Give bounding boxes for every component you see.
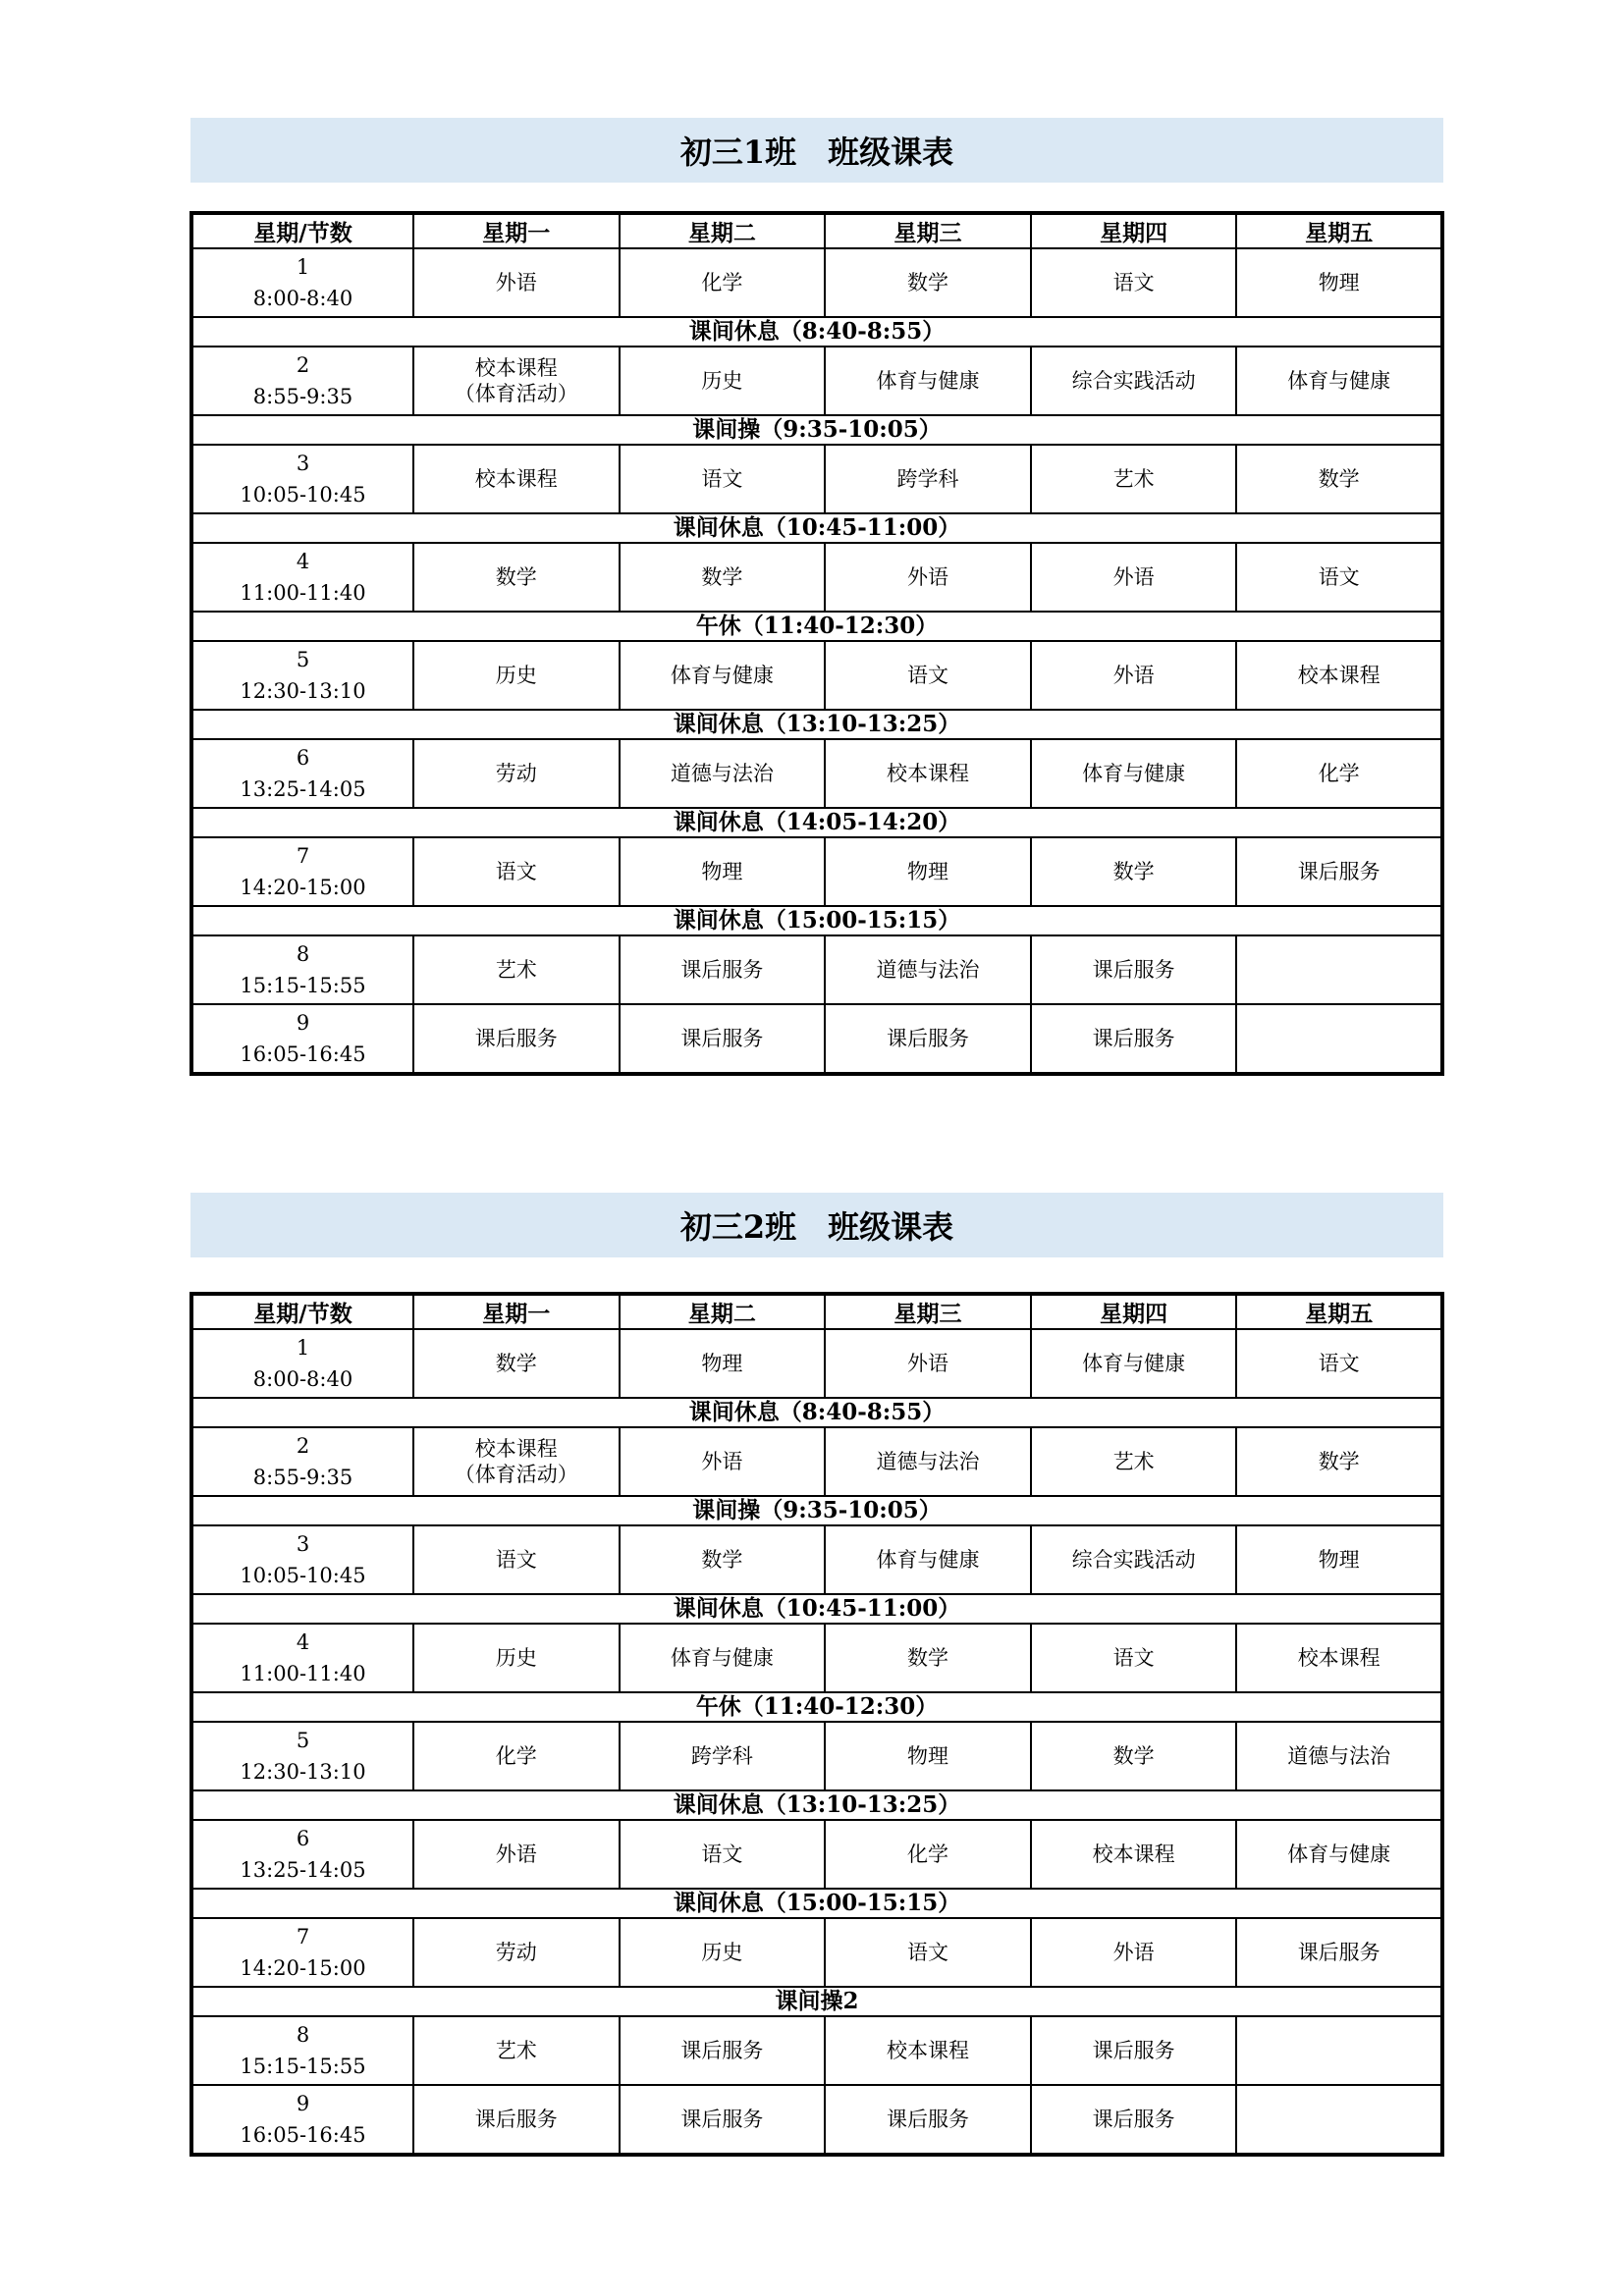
period-time: 10:05-10:45 — [240, 1564, 366, 1587]
subject-cell — [825, 347, 1031, 415]
header-day-5: 星期五 — [1236, 1294, 1442, 1329]
subject-cell — [1236, 641, 1442, 710]
break-label: 课间休息（14:05-14:20） — [191, 808, 1442, 837]
subject-cell — [413, 1329, 620, 1398]
subject-cell — [825, 1525, 1031, 1594]
period-cell — [191, 347, 413, 415]
subject-label: 语文 — [495, 1548, 537, 1572]
subject-cell — [1236, 837, 1442, 906]
period-number: 9 — [296, 1011, 310, 1035]
period-number: 3 — [296, 452, 310, 475]
break-label: 午休（11:40-12:30） — [191, 612, 1442, 641]
subject-cell — [413, 2016, 620, 2085]
subject-cell — [413, 1820, 620, 1889]
subject-label: 课后服务 — [1297, 1941, 1380, 1964]
subject-label: 语文 — [701, 1842, 743, 1866]
subject-cell — [413, 1918, 620, 1987]
schedule-1-title: 初三1班 班级课表 — [190, 118, 1443, 183]
period-cell — [191, 543, 413, 612]
subject-cell — [620, 445, 826, 513]
break-row — [191, 1790, 1442, 1820]
subject-label: 体育与健康 — [876, 1548, 980, 1572]
subject-cell — [1031, 1329, 1237, 1398]
subject-label: 体育与健康 — [1287, 369, 1391, 393]
subject-cell — [825, 543, 1031, 612]
period-number: 4 — [296, 550, 310, 573]
subject-cell — [620, 1525, 826, 1594]
subject-label: 体育与健康 — [1287, 1842, 1391, 1866]
subject-cell — [825, 935, 1031, 1004]
subject-cell — [825, 248, 1031, 317]
period-cell — [191, 2085, 413, 2155]
subject-label: 化学 — [1318, 762, 1360, 785]
subject-label: 数学 — [701, 565, 743, 589]
break-label: 课间休息（15:00-15:15） — [191, 1889, 1442, 1918]
subject-cell — [620, 543, 826, 612]
period-number: 1 — [296, 255, 310, 279]
break-row — [191, 317, 1442, 347]
subject-label: 体育与健康 — [1082, 1352, 1186, 1375]
subject-label: 课后服务 — [680, 1027, 764, 1050]
subject-label: 化学 — [701, 271, 743, 294]
period-time: 8:55-9:35 — [252, 385, 353, 408]
break-row — [191, 1692, 1442, 1722]
period-cell — [191, 1329, 413, 1398]
break-row — [191, 1987, 1442, 2016]
subject-label: 语文 — [1112, 1646, 1155, 1670]
break-label: 课间操2 — [191, 1987, 1442, 2016]
period-number: 8 — [296, 942, 310, 966]
break-label: 课间操（9:35-10:05） — [191, 1496, 1442, 1525]
subject-label: 语文 — [495, 860, 537, 883]
header-period-col: 星期/节数 — [191, 213, 413, 248]
period-cell — [191, 248, 413, 317]
schedule-2-table — [189, 1292, 1444, 2157]
subject-label: 课后服务 — [474, 2108, 558, 2131]
subject-cell — [1236, 248, 1442, 317]
subject-label: 数学 — [906, 1646, 948, 1670]
period-row — [191, 1329, 1442, 1398]
period-time: 8:00-8:40 — [252, 287, 353, 310]
subject-label: 艺术 — [495, 958, 537, 982]
subject-cell — [620, 2085, 826, 2155]
subject-cell — [1236, 1820, 1442, 1889]
break-label: 课间休息（8:40-8:55） — [191, 317, 1442, 347]
subject-cell — [1236, 2085, 1442, 2155]
subject-label: 课后服务 — [680, 958, 764, 982]
subject-cell — [413, 248, 620, 317]
subject-cell — [413, 1525, 620, 1594]
period-time: 16:05-16:45 — [240, 1042, 366, 1066]
subject-label: 校本课程 — [1297, 664, 1380, 687]
subject-label: 外语 — [906, 1352, 948, 1375]
subject-label: 化学 — [495, 1744, 537, 1768]
period-time: 15:15-15:55 — [240, 2055, 366, 2078]
header-day-3: 星期三 — [825, 1294, 1031, 1329]
subject-cell — [620, 641, 826, 710]
subject-cell — [825, 1918, 1031, 1987]
subject-label: 外语 — [495, 271, 537, 294]
period-row — [191, 935, 1442, 1004]
subject-cell — [1236, 2016, 1442, 2085]
subject-cell — [825, 445, 1031, 513]
break-row — [191, 415, 1442, 445]
header-day-3: 星期三 — [825, 213, 1031, 248]
subject-label: 物理 — [701, 1352, 743, 1375]
subject-label: 课后服务 — [886, 1027, 969, 1050]
header-row — [191, 1294, 1442, 1329]
header-day-2: 星期二 — [620, 1294, 826, 1329]
subject-cell — [1031, 2016, 1237, 2085]
subject-label: 课后服务 — [474, 1027, 558, 1050]
subject-label: 校本课程 — [886, 762, 969, 785]
subject-label: 体育与健康 — [1082, 762, 1186, 785]
subject-label: 课后服务 — [1092, 2108, 1175, 2131]
subject-cell — [1031, 445, 1237, 513]
period-cell — [191, 1820, 413, 1889]
subject-label: 校本课程 — [474, 467, 558, 491]
subject-cell — [620, 1624, 826, 1692]
break-row — [191, 513, 1442, 543]
subject-cell — [413, 1624, 620, 1692]
period-cell — [191, 2016, 413, 2085]
period-number: 6 — [296, 1827, 310, 1850]
subject-cell — [825, 1329, 1031, 1398]
break-row — [191, 612, 1442, 641]
subject-label: 道德与法治 — [876, 1450, 980, 1473]
subject-label: 外语 — [1112, 1941, 1155, 1964]
subject-label: 历史 — [495, 664, 537, 687]
period-time: 11:00-11:40 — [240, 581, 366, 605]
break-row — [191, 710, 1442, 739]
subject-label: 语文 — [906, 664, 948, 687]
period-row — [191, 1004, 1442, 1074]
period-time: 14:20-15:00 — [240, 876, 366, 899]
subject-label: 数学 — [1318, 1450, 1360, 1473]
break-label: 课间休息（15:00-15:15） — [191, 906, 1442, 935]
subject-cell — [620, 837, 826, 906]
subject-cell — [1236, 543, 1442, 612]
period-row — [191, 1525, 1442, 1594]
subject-cell — [413, 347, 620, 415]
period-number: 9 — [296, 2092, 310, 2115]
subject-label: 跨学科 — [690, 1744, 753, 1768]
subject-cell — [1236, 1427, 1442, 1496]
subject-cell — [413, 1427, 620, 1496]
period-row — [191, 1427, 1442, 1496]
break-label: 课间休息（10:45-11:00） — [191, 513, 1442, 543]
break-row — [191, 1889, 1442, 1918]
subject-label: 体育与健康 — [670, 664, 774, 687]
period-row — [191, 543, 1442, 612]
period-row — [191, 2016, 1442, 2085]
period-cell — [191, 1525, 413, 1594]
subject-label: 数学 — [1112, 1744, 1155, 1768]
break-row — [191, 1496, 1442, 1525]
subject-cell — [825, 1624, 1031, 1692]
subject-cell — [413, 445, 620, 513]
subject-label: 历史 — [495, 1646, 537, 1670]
period-number: 2 — [296, 353, 310, 377]
subject-label: 数学 — [495, 565, 537, 589]
subject-label: 跨学科 — [896, 467, 959, 491]
subject-cell — [413, 837, 620, 906]
period-row — [191, 1624, 1442, 1692]
subject-cell — [1031, 2085, 1237, 2155]
subject-cell — [1236, 1329, 1442, 1398]
subject-label: 课后服务 — [1092, 2039, 1175, 2062]
period-cell — [191, 837, 413, 906]
period-number: 3 — [296, 1532, 310, 1556]
subject-label: 语文 — [1318, 1352, 1360, 1375]
subject-cell — [620, 1329, 826, 1398]
subject-label: 数学 — [906, 271, 948, 294]
subject-cell — [1236, 739, 1442, 808]
break-label: 课间休息（10:45-11:00） — [191, 1594, 1442, 1624]
period-row — [191, 1820, 1442, 1889]
subject-cell — [1236, 1624, 1442, 1692]
period-time: 14:20-15:00 — [240, 1956, 366, 1980]
period-row — [191, 1722, 1442, 1790]
header-day-4: 星期四 — [1031, 213, 1237, 248]
subject-label: 校本课程 — [1297, 1646, 1380, 1670]
subject-cell — [1236, 935, 1442, 1004]
subject-cell — [1031, 935, 1237, 1004]
subject-label: 艺术 — [1112, 467, 1155, 491]
subject-cell — [620, 1722, 826, 1790]
subject-label: 化学 — [906, 1842, 948, 1866]
period-cell — [191, 1624, 413, 1692]
period-time: 12:30-13:10 — [240, 1760, 366, 1784]
period-number: 4 — [296, 1630, 310, 1654]
subject-label: 校本课程 — [1092, 1842, 1175, 1866]
subject-cell — [825, 1427, 1031, 1496]
subject-label: 语文 — [1112, 271, 1155, 294]
period-row — [191, 641, 1442, 710]
period-time: 8:55-9:35 — [252, 1466, 353, 1489]
subject-label: 外语 — [906, 565, 948, 589]
subject-cell — [413, 1004, 620, 1074]
period-time: 13:25-14:05 — [240, 1858, 366, 1882]
subject-label: 体育与健康 — [670, 1646, 774, 1670]
period-cell — [191, 1427, 413, 1496]
subject-cell — [1236, 445, 1442, 513]
break-row — [191, 906, 1442, 935]
period-time: 15:15-15:55 — [240, 974, 366, 997]
subject-cell — [1031, 1004, 1237, 1074]
subject-label: 道德与法治 — [1287, 1744, 1391, 1768]
subject-cell — [825, 2016, 1031, 2085]
subject-cell — [1236, 1525, 1442, 1594]
period-row — [191, 739, 1442, 808]
subject-label: 劳动 — [495, 762, 537, 785]
subject-cell — [825, 1820, 1031, 1889]
subject-label: 课后服务 — [680, 2039, 764, 2062]
subject-cell — [1031, 1918, 1237, 1987]
period-cell — [191, 739, 413, 808]
break-label: 课间休息（8:40-8:55） — [191, 1398, 1442, 1427]
subject-cell — [825, 739, 1031, 808]
header-period-col: 星期/节数 — [191, 1294, 413, 1329]
period-time: 16:05-16:45 — [240, 2123, 366, 2147]
period-number: 6 — [296, 746, 310, 770]
subject-cell — [1031, 1525, 1237, 1594]
subject-label: 课后服务 — [1297, 860, 1380, 883]
subject-cell — [825, 641, 1031, 710]
period-cell — [191, 445, 413, 513]
subject-label: 道德与法治 — [670, 762, 774, 785]
period-number: 7 — [296, 1925, 310, 1949]
subject-label: 外语 — [701, 1450, 743, 1473]
subject-cell — [620, 739, 826, 808]
subject-label: 物理 — [1318, 271, 1360, 294]
period-number: 5 — [296, 1729, 310, 1752]
subject-label: 课后服务 — [1092, 958, 1175, 982]
subject-cell — [620, 248, 826, 317]
period-cell — [191, 1004, 413, 1074]
subject-cell — [1031, 837, 1237, 906]
subject-label: 艺术 — [495, 2039, 537, 2062]
schedule-2-title: 初三2班 班级课表 — [190, 1193, 1443, 1257]
period-number: 2 — [296, 1434, 310, 1458]
subject-cell — [1031, 543, 1237, 612]
period-time: 8:00-8:40 — [252, 1367, 353, 1391]
header-day-1: 星期一 — [413, 213, 620, 248]
subject-cell — [413, 641, 620, 710]
period-cell — [191, 935, 413, 1004]
subject-label: 历史 — [701, 369, 743, 393]
subject-label: 课后服务 — [680, 2108, 764, 2131]
subject-cell — [1031, 739, 1237, 808]
break-label: 课间操（9:35-10:05） — [191, 415, 1442, 445]
subject-label: 外语 — [1112, 664, 1155, 687]
subject-label: 语文 — [1318, 565, 1360, 589]
subject-cell — [620, 1427, 826, 1496]
subject-cell — [413, 2085, 620, 2155]
header-day-2: 星期二 — [620, 213, 826, 248]
period-time: 13:25-14:05 — [240, 777, 366, 801]
break-label: 课间休息（13:10-13:25） — [191, 1790, 1442, 1820]
subject-cell — [620, 1918, 826, 1987]
subject-label: 综合实践活动 — [1071, 1548, 1196, 1572]
subject-label: 物理 — [906, 1744, 948, 1768]
subject-cell — [825, 837, 1031, 906]
subject-cell — [1236, 347, 1442, 415]
period-row — [191, 347, 1442, 415]
header-row — [191, 213, 1442, 248]
period-time: 12:30-13:10 — [240, 679, 366, 703]
break-row — [191, 1594, 1442, 1624]
subject-label: 数学 — [701, 1548, 743, 1572]
subject-cell — [620, 2016, 826, 2085]
subject-cell — [620, 1004, 826, 1074]
period-cell — [191, 641, 413, 710]
subject-cell — [825, 1004, 1031, 1074]
subject-label: 校本课程 （体育活动） — [454, 356, 578, 405]
period-number: 8 — [296, 2023, 310, 2047]
break-label: 课间休息（13:10-13:25） — [191, 710, 1442, 739]
period-time: 11:00-11:40 — [240, 1662, 366, 1685]
subject-label: 校本课程 （体育活动） — [454, 1437, 578, 1486]
break-label: 午休（11:40-12:30） — [191, 1692, 1442, 1722]
subject-cell — [620, 1820, 826, 1889]
subject-cell — [413, 935, 620, 1004]
subject-cell — [1236, 1722, 1442, 1790]
subject-label: 道德与法治 — [876, 958, 980, 982]
header-day-4: 星期四 — [1031, 1294, 1237, 1329]
subject-label: 数学 — [1112, 860, 1155, 883]
break-row — [191, 1398, 1442, 1427]
subject-cell — [620, 347, 826, 415]
subject-label: 劳动 — [495, 1941, 537, 1964]
subject-label: 外语 — [1112, 565, 1155, 589]
subject-cell — [1031, 248, 1237, 317]
subject-label: 艺术 — [1112, 1450, 1155, 1473]
subject-cell — [413, 1722, 620, 1790]
subject-cell — [1031, 1820, 1237, 1889]
subject-label: 数学 — [1318, 467, 1360, 491]
subject-label: 课后服务 — [886, 2108, 969, 2131]
period-cell — [191, 1918, 413, 1987]
subject-cell — [825, 2085, 1031, 2155]
subject-label: 物理 — [701, 860, 743, 883]
subject-label: 物理 — [906, 860, 948, 883]
schedule-1-table — [189, 211, 1444, 1076]
period-row — [191, 1918, 1442, 1987]
subject-cell — [825, 1722, 1031, 1790]
subject-label: 语文 — [701, 467, 743, 491]
period-row — [191, 2085, 1442, 2155]
subject-label: 体育与健康 — [876, 369, 980, 393]
period-row — [191, 445, 1442, 513]
subject-label: 校本课程 — [886, 2039, 969, 2062]
period-number: 5 — [296, 648, 310, 671]
subject-cell — [413, 739, 620, 808]
subject-cell — [1236, 1004, 1442, 1074]
period-row — [191, 248, 1442, 317]
break-row — [191, 808, 1442, 837]
period-cell — [191, 1722, 413, 1790]
subject-label: 外语 — [495, 1842, 537, 1866]
subject-cell — [1031, 347, 1237, 415]
header-day-5: 星期五 — [1236, 213, 1442, 248]
subject-cell — [620, 935, 826, 1004]
subject-cell — [413, 543, 620, 612]
subject-cell — [1031, 1722, 1237, 1790]
subject-label: 课后服务 — [1092, 1027, 1175, 1050]
period-number: 7 — [296, 844, 310, 868]
subject-cell — [1031, 641, 1237, 710]
subject-label: 语文 — [906, 1941, 948, 1964]
subject-label: 物理 — [1318, 1548, 1360, 1572]
period-number: 1 — [296, 1336, 310, 1360]
period-row — [191, 837, 1442, 906]
subject-cell — [1031, 1624, 1237, 1692]
subject-cell — [1236, 1918, 1442, 1987]
subject-label: 数学 — [495, 1352, 537, 1375]
subject-cell — [1031, 1427, 1237, 1496]
period-time: 10:05-10:45 — [240, 483, 366, 507]
header-day-1: 星期一 — [413, 1294, 620, 1329]
subject-label: 综合实践活动 — [1071, 369, 1196, 393]
subject-label: 历史 — [701, 1941, 743, 1964]
